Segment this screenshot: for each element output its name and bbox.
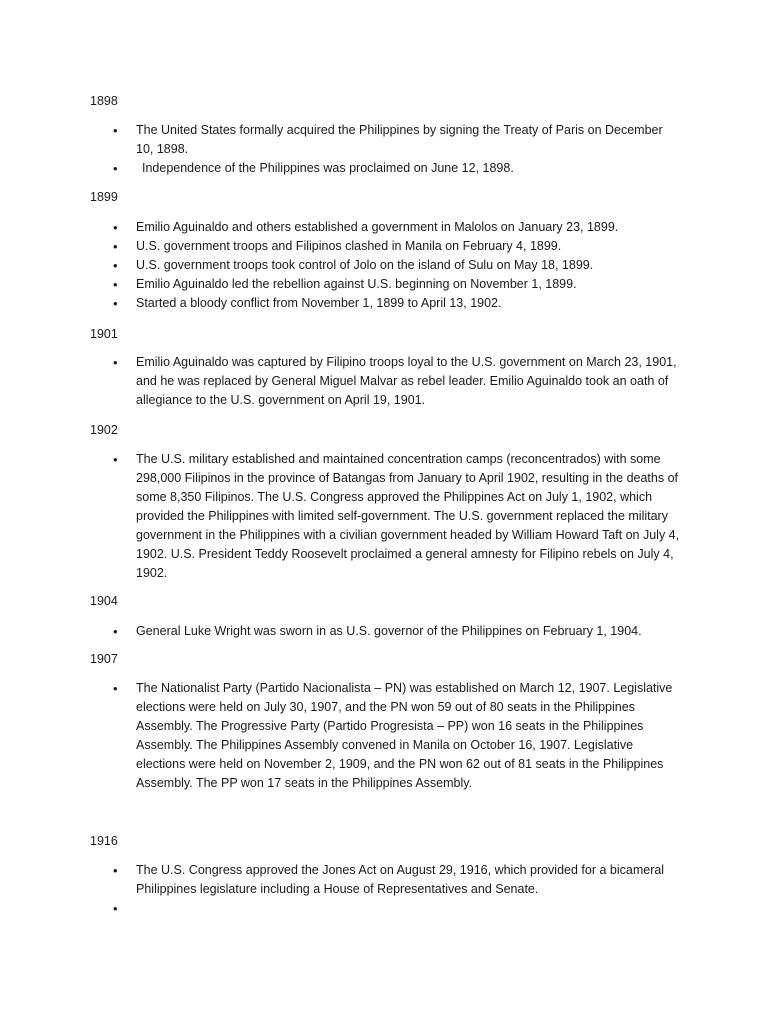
list-item: • The U.S. military established and maintained concentration camps (reconcentrados) with some 298,000 Filipinos in the province of Batangas from January to April 1902, resulting in the deaths of some 8,350 Filipinos. The U.S. Congress approved the Philippines Act on July 1, 1902, which provided the Philippines with limited self-government. The U.S. government replaced the military government in the Philippines with a civilian government headed by William Howard Taft on July 4, 1902. U.S. President Teddy Roosevelt proclaimed a general amnesty for Filipino rebels on July 4, 1902. [0,450,768,583]
list-item: • Emilio Aguinaldo was captured by Filipino troops loyal to the U.S. government on March 23, 1901, and he was replaced by General Miguel Malvar as rebel leader. Emilio Aguinaldo took an oath of allegiance to the U.S. government on April 19, 1901. [0,353,768,410]
list-item: • Started a bloody conflict from November 1, 1899 to April 13, 1902. [0,294,768,313]
year-heading-1898: 1898 [90,94,118,108]
bullet-list-1916 [0,861,768,918]
list-item: • Emilio Aguinaldo and others established a government in Malolos on January 23, 1899. [0,218,768,237]
year-heading-1907: 1907 [90,652,118,666]
list-item: • U.S. government troops and Filipinos clashed in Manila on February 4, 1899. [0,237,768,256]
list-item: • U.S. government troops took control of Jolo on the island of Sulu on May 18, 1899. [0,256,768,275]
bullet-list-1902 [0,450,768,583]
bullet-list-1899 [0,218,768,313]
list-item: • Independence of the Philippines was proclaimed on June 12, 1898. [0,159,768,178]
list-item: • General Luke Wright was sworn in as U.S. governor of the Philippines on February 1, 1904. [0,622,768,641]
list-item: • The U.S. Congress approved the Jones Act on August 29, 1916, which provided for a bicameral Philippines legislature including a House of Representatives and Senate. [0,861,768,899]
bullet-list-1898 [0,121,768,178]
year-heading-1916: 1916 [90,834,118,848]
list-item-empty [0,899,768,918]
year-heading-1901: 1901 [90,327,118,341]
year-heading-1904: 1904 [90,594,118,608]
list-item: • The United States formally acquired the Philippines by signing the Treaty of Paris on December 10, 1898. [0,121,768,159]
year-heading-1899: 1899 [90,190,118,204]
bullet-list-1901 [0,353,768,410]
bullet-list-1907 [0,679,768,793]
list-item: • Emilio Aguinaldo led the rebellion against U.S. beginning on November 1, 1899. [0,275,768,294]
bullet-list-1904 [0,622,768,641]
list-item: • The Nationalist Party (Partido Nacionalista – PN) was established on March 12, 1907. Legislative elections were held on July 30, 1907, and the PN won 59 out of 80 seats in the Philippines Assembly. The Progressive Party (Partido Progresista – PP) won 16 seats in the Philippines Assembly. The Philippines Assembly convened in Manila on October 16, 1907. Legislative elections were held on November 2, 1909, and the PN won 62 out of 81 seats in the Philippines Assembly. The PP won 17 seats in the Philippines Assembly. [0,679,768,793]
year-heading-1902: 1902 [90,423,118,437]
